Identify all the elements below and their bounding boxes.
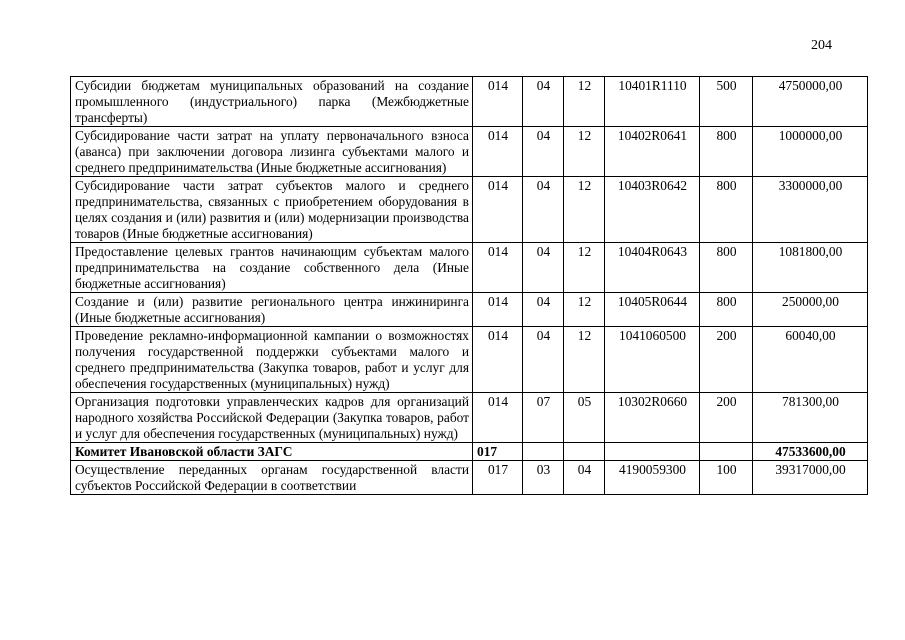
- row-subsection-code: 12: [564, 293, 605, 327]
- row-amount: 3300000,00: [753, 177, 868, 243]
- row-description: Комитет Ивановской области ЗАГС: [71, 443, 473, 461]
- row-amount: 47533600,00: [753, 443, 868, 461]
- row-expense-type-code: 200: [700, 327, 753, 393]
- row-section-code: 04: [523, 293, 564, 327]
- row-department-code: 014: [473, 393, 523, 443]
- row-section-code: 04: [523, 77, 564, 127]
- row-amount: 4750000,00: [753, 77, 868, 127]
- row-expense-type-code: 800: [700, 127, 753, 177]
- row-subsection-code: 05: [564, 393, 605, 443]
- page-number: 204: [811, 38, 832, 53]
- row-target-article-code: 10401R1110: [605, 77, 700, 127]
- table-row: [71, 243, 868, 293]
- row-subsection-code: 12: [564, 327, 605, 393]
- row-target-article-code: 10404R0643: [605, 243, 700, 293]
- budget-table: [70, 76, 868, 495]
- row-target-article-code: 1041060500: [605, 327, 700, 393]
- table-row: [71, 77, 868, 127]
- row-target-article-code: 10302R0660: [605, 393, 700, 443]
- row-amount: 781300,00: [753, 393, 868, 443]
- table-row: [71, 461, 868, 495]
- row-amount: 250000,00: [753, 293, 868, 327]
- row-description: Осуществление переданных органам государственной власти субъектов Российской Федерации в соответствии: [71, 461, 473, 495]
- row-target-article-code: 4190059300: [605, 461, 700, 495]
- row-section-code: 04: [523, 327, 564, 393]
- row-subsection-code: 12: [564, 77, 605, 127]
- row-expense-type-code: 500: [700, 77, 753, 127]
- row-expense-type-code: 800: [700, 293, 753, 327]
- row-subsection-code: 12: [564, 243, 605, 293]
- row-expense-type-code: 100: [700, 461, 753, 495]
- row-expense-type-code: 800: [700, 177, 753, 243]
- row-section-code: 07: [523, 393, 564, 443]
- row-subsection-code: 04: [564, 461, 605, 495]
- row-description: Субсидирование части затрат на уплату первоначального взноса (аванса) при заключении договора лизинга субъектами малого и среднего предпринимательства (Иные бюджетные ассигнования): [71, 127, 473, 177]
- row-department-code: 014: [473, 243, 523, 293]
- row-section-code: 03: [523, 461, 564, 495]
- row-department-code: 014: [473, 327, 523, 393]
- row-amount: 39317000,00: [753, 461, 868, 495]
- row-description: Проведение рекламно-информационной кампании о возможностях получения государственной поддержки субъектами малого и среднего предпринимательства (Закупка товаров, работ и услуг для обеспечения государственных (муниципальных) нужд): [71, 327, 473, 393]
- table-row: [71, 127, 868, 177]
- row-description: Субсидирование части затрат субъектов малого и среднего предпринимательства, связанных с приобретением оборудования в целях создания и (или) развития и (или) модернизации производства товаров (Иные бюджетные ассигнования): [71, 177, 473, 243]
- row-section-code: 04: [523, 127, 564, 177]
- row-amount: 1000000,00: [753, 127, 868, 177]
- row-description: Субсидии бюджетам муниципальных образований на создание промышленного (индустриального) парка (Межбюджетные трансферты): [71, 77, 473, 127]
- table-row: [71, 327, 868, 393]
- table-row: [71, 293, 868, 327]
- row-department-code: 014: [473, 177, 523, 243]
- row-amount: 60040,00: [753, 327, 868, 393]
- row-amount: 1081800,00: [753, 243, 868, 293]
- row-target-article-code: 10402R0641: [605, 127, 700, 177]
- row-section-code: 04: [523, 177, 564, 243]
- row-description: Организация подготовки управленческих кадров для организаций народного хозяйства Российской Федерации (Закупка товаров, работ и услуг для обеспечения государственных (муниципальных) нужд): [71, 393, 473, 443]
- row-section-code: 04: [523, 243, 564, 293]
- row-section-code: [523, 443, 564, 461]
- row-subsection-code: 12: [564, 177, 605, 243]
- row-target-article-code: 10403R0642: [605, 177, 700, 243]
- row-target-article-code: 10405R0644: [605, 293, 700, 327]
- row-subsection-code: 12: [564, 127, 605, 177]
- table-row: [71, 393, 868, 443]
- row-department-code: 014: [473, 77, 523, 127]
- row-description: Предоставление целевых грантов начинающим субъектам малого предпринимательства на создание собственного дела (Иные бюджетные ассигнования): [71, 243, 473, 293]
- row-department-code: 014: [473, 293, 523, 327]
- row-description: Создание и (или) развитие регионального центра инжиниринга (Иные бюджетные ассигнования): [71, 293, 473, 327]
- row-department-code: 017: [473, 461, 523, 495]
- row-expense-type-code: 800: [700, 243, 753, 293]
- row-target-article-code: [605, 443, 700, 461]
- row-expense-type-code: [700, 443, 753, 461]
- row-department-code: 017: [473, 443, 523, 461]
- row-subsection-code: [564, 443, 605, 461]
- row-department-code: 014: [473, 127, 523, 177]
- table-row: [71, 177, 868, 243]
- table-row-department-total: [71, 443, 868, 461]
- row-expense-type-code: 200: [700, 393, 753, 443]
